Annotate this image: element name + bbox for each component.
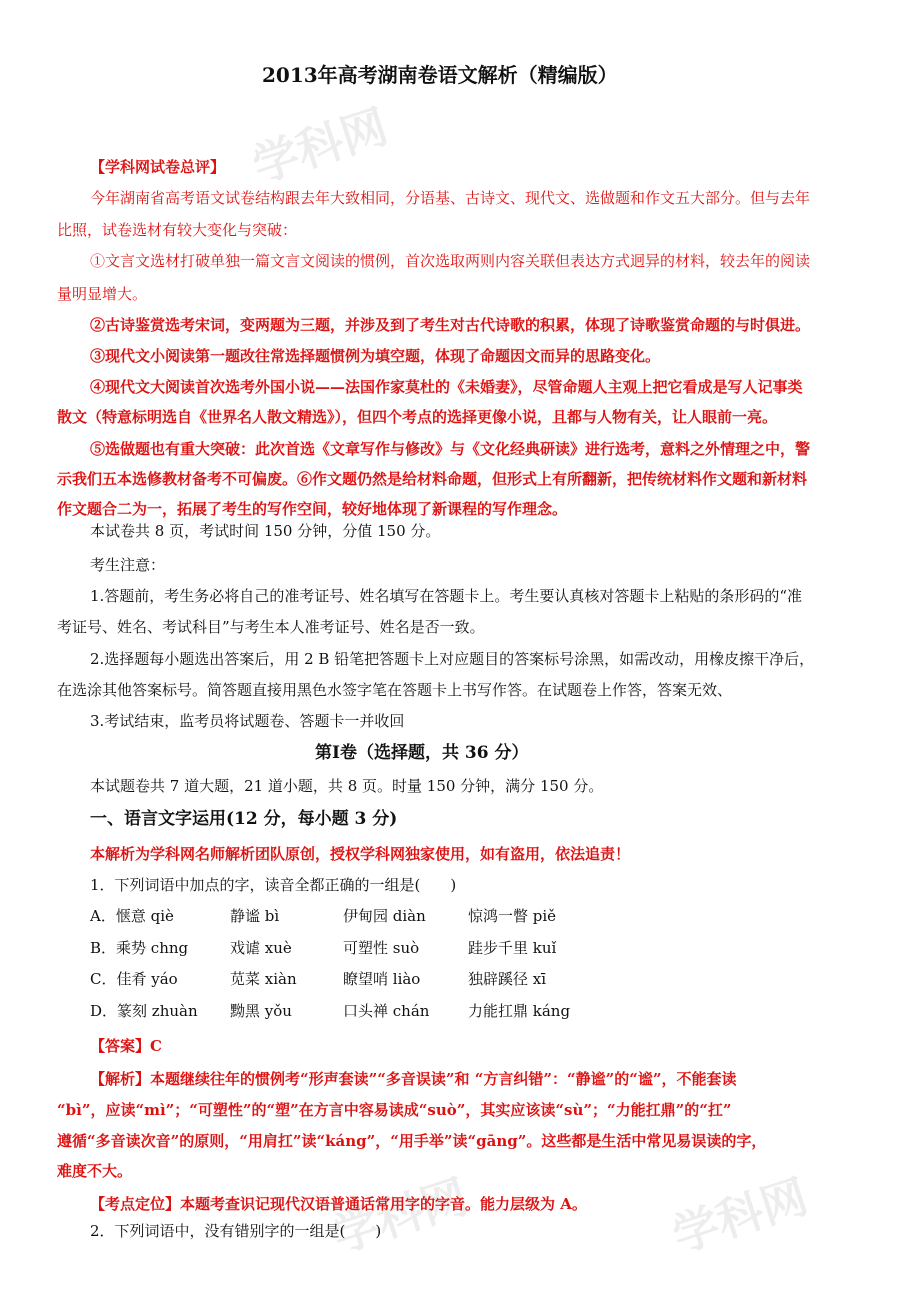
notice-line: 2.选择题每小题选出答案后，用 2 B 铅笔把答题卡上对应题目的答案标号涂黑，如需改动，用橡皮擦干净后， bbox=[90, 650, 815, 668]
analysis-line: 难度不大。 bbox=[57, 1162, 133, 1180]
option-a: A．惬意 qiè bbox=[90, 907, 174, 925]
notice-line: 1.答题前，考生务必将自己的准考证号、姓名填写在答题卡上。考生要认真核对答题卡上粘贴的条形码的“准 bbox=[90, 587, 802, 605]
analysis-line: 遵循“多音读次音”的原则，“用肩扛”读“káng”，“用手举”读“gāng”。这些都是生活中常见易误读的字， bbox=[57, 1132, 767, 1150]
review-line: ③现代文小阅读第一题改往常选择题惯例为填空题，体现了命题因文而异的思路变化。 bbox=[90, 347, 661, 365]
watermark: 学科网 bbox=[325, 1168, 474, 1263]
section-heading: 一、语言文字运用(12 分，每小题 3 分) bbox=[90, 809, 398, 829]
answer: 【答案】C bbox=[90, 1037, 162, 1055]
option-d: 黝黑 yǒu bbox=[230, 1002, 292, 1020]
analysis-line: 【解析】本题继续往年的惯例考“形声套读”“多音误读”和 “方言纠错”：“静谧”的“谧”，不能套读 bbox=[90, 1070, 737, 1088]
copyright-note: 本解析为学科网名师解析团队原创，授权学科网独家使用，如有盗用，依法追责！ bbox=[90, 845, 631, 863]
option-b: B．乘势 chng bbox=[90, 939, 189, 957]
option-a: 惊鸿一瞥 piě bbox=[468, 907, 557, 925]
review-heading: 【学科网试卷总评】 bbox=[90, 158, 226, 176]
option-c: C．佳肴 yáo bbox=[90, 970, 178, 988]
review-line: 示我们五本选修教材备考不可偏废。⑥作文题仍然是给材料命题，但形式上有所翻新，把传统材料作文题和新材料 bbox=[57, 470, 808, 488]
review-line: ⑤选做题也有重大突破：此次首选《文章写作与修改》与《文化经典研读》进行选考，意料之外情理之中，警 bbox=[90, 440, 811, 458]
option-a: 静谧 bì bbox=[230, 907, 280, 925]
review-line: 散文（特意标明选自《世界名人散文精选》），但四个考点的选择更像小说，且都与人物有关，让人眼前一亮。 bbox=[57, 408, 778, 426]
option-a: 伊甸园 diàn bbox=[343, 907, 426, 925]
point-line: 【考点定位】本题考查识记现代汉语普通话常用字的字音。能力层级为 A。 bbox=[90, 1195, 587, 1213]
option-c: 独辟蹊径 xī bbox=[468, 970, 547, 988]
exam-info: 本试卷共 8 页，考试时间 150 分钟，分值 150 分。 bbox=[90, 522, 441, 540]
option-d: 口头禅 chán bbox=[343, 1002, 430, 1020]
review-line: ①文言文选材打破单独一篇文言文阅读的惯例，首次选取两则内容关联但表达方式迥异的材料，较去年的阅读 bbox=[90, 252, 811, 270]
review-line: ②古诗鉴赏选考宋词，变两题为三题，并涉及到了考生对古代诗歌的积累，体现了诗歌鉴赏命题的与时俱进。 bbox=[90, 316, 811, 334]
question-stem: 1．下列词语中加点的字，读音全都正确的一组是( ) bbox=[90, 876, 457, 894]
review-line: 今年湖南省高考语文试卷结构跟去年大致相同，分语基、古诗文、现代文、选做题和作文五大部分。但与去年 bbox=[90, 189, 811, 207]
watermark: 学科网 bbox=[665, 1168, 814, 1263]
page-title: 2013年高考湖南卷语文解析（精编版） bbox=[262, 63, 618, 87]
option-c: 瞭望哨 liào bbox=[343, 970, 421, 988]
analysis-line: “bì”，应读“mì”；“可塑性”的“塑”在方言中容易读成“suò”，其实应该读“sù”；“力能扛鼎”的“扛” bbox=[57, 1101, 732, 1119]
notice-line: 3.考试结束，监考员将试题卷、答题卡一并收回 bbox=[90, 712, 405, 730]
question-stem: 2．下列词语中，没有错别字的一组是( ) bbox=[90, 1222, 382, 1240]
watermark: 学科网 bbox=[245, 98, 394, 193]
part-desc: 本试题卷共 7 道大题，21 道小题，共 8 页。时量 150 分钟，满分 150 分。 bbox=[90, 777, 604, 795]
review-line: 作文题合二为一，拓展了考生的写作空间，较好地体现了新课程的写作理念。 bbox=[57, 500, 568, 518]
notice-heading: 考生注意： bbox=[90, 556, 166, 574]
notice-line: 在选涂其他答案标号。简答题直接用黑色水签字笔在答题卡上书写作答。在试题卷上作答，答案无效、 bbox=[57, 681, 733, 699]
option-b: 戏谑 xuè bbox=[230, 939, 292, 957]
review-line: 比照，试卷选材有较大变化与突破： bbox=[57, 221, 298, 239]
option-c: 苋菜 xiàn bbox=[230, 970, 297, 988]
option-b: 可塑性 suò bbox=[343, 939, 420, 957]
part-heading: 第Ⅰ卷（选择题，共 36 分） bbox=[315, 743, 529, 763]
option-d: D．篆刻 zhuàn bbox=[90, 1002, 198, 1020]
review-line: 量明显增大。 bbox=[57, 285, 148, 303]
review-line: ④现代文大阅读首次选考外国小说——法国作家莫杜的《未婚妻》，尽管命题人主观上把它看成是写人记事类 bbox=[90, 378, 803, 396]
option-b: 跬步千里 kuǐ bbox=[468, 939, 557, 957]
notice-line: 考证号、姓名、考试科目”与考生本人准考证号、姓名是否一致。 bbox=[57, 618, 485, 636]
option-d: 力能扛鼎 káng bbox=[468, 1002, 571, 1020]
